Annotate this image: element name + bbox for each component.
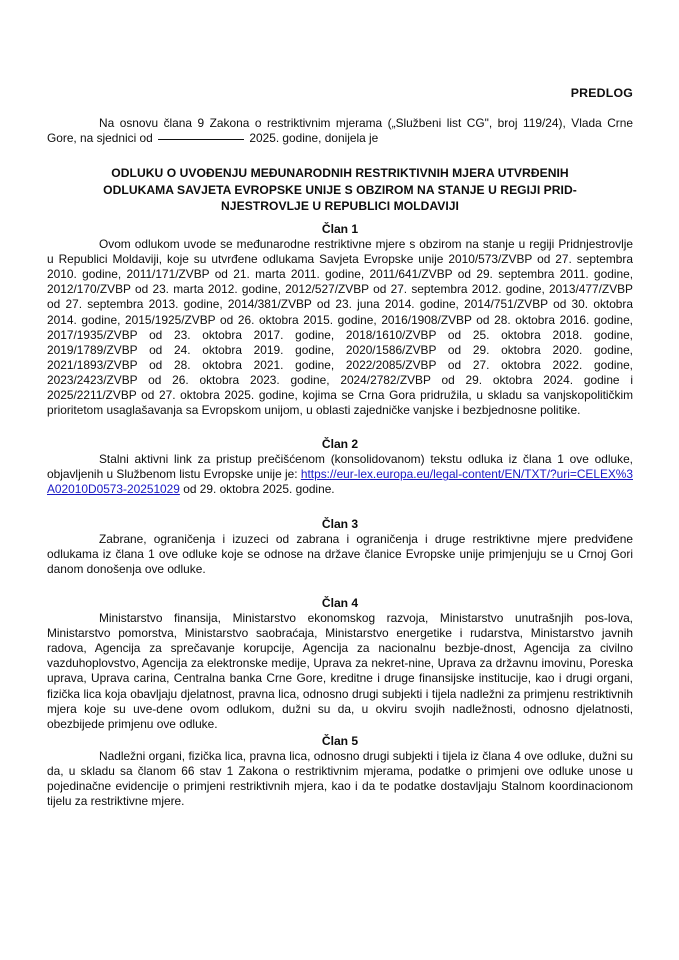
article-2-text-before-link: Stalni aktivni link za pristup prečišćenom (konsolidovanom) tekstu odluka iz člana 1 ove odluke, objavljenih u Službenom listu Evropske unije je: <box>47 452 633 482</box>
article-heading-1: Član 1 <box>321 221 359 236</box>
preamble-paragraph <box>47 116 633 146</box>
article-heading-3: Član 3 <box>321 516 359 531</box>
spacer <box>47 498 633 517</box>
decision-title-line-1: ODLUKU O UVOĐENJU MEĐUNARODNIH RESTRIKTIVNIH MJERA UTVRĐENIH <box>111 166 569 181</box>
article-body-3: Zabrane, ograničenja i izuzeci od zabrana i ograničenja i druge restriktivne mjere predviđene odlukama iz člana 1 ove odluke koje se odnose na države članice Evropske unije primjenjuju se u Crnoj Gori danom donošenja ove odluke. <box>47 531 633 576</box>
spacer <box>47 215 633 222</box>
article-heading-5: Član 5 <box>321 733 359 748</box>
date-blank-field[interactable] <box>158 139 244 140</box>
spacer <box>47 418 633 437</box>
article-body-4: Ministarstvo finansija, Ministarstvo ekonomskog razvoja, Ministarstvo unutrašnjih pos-lova, Ministarstvo pomorstva, Ministarstvo saobraćaja, Ministarstvo energetike i rudarstva, Ministarstvo javnih radova, Agencija za sprečavanje korupcije, Agencija za nacionalnu bezbje-dnost, Agencija za civilno vazduhoplovstvo, Agencija za elektronske medije, Uprava za nekret-nine, Uprava za državnu imovinu, Poreska uprava, Uprava carina, Centralna banka Crne Gore, kreditne i druge finansijske institucije, kao i drugi organi, fizička lica koja obavljaju djelatnost, pravna lica, odnosno drugi subjekti i tijela nadležni za primjenu restriktivnih mjera koje su uve-dene ovom odlukom, dužni su da, u okviru svojih nadležnosti, odnosno djelatnosti, obezbijede primjenu ove odluke. <box>47 611 633 731</box>
article-heading-2: Član 2 <box>321 437 359 452</box>
eur-lex-link[interactable]: https://eur-lex.europa.eu/legal-content/EN/TXT/?uri=CELEX%3A02010D0573-20251029 <box>47 467 633 497</box>
article-body-5: Nadležni organi, fizička lica, pravna lica, odnosno drugi subjekti i tijela iz člana 4 ove odluke, dužni su da, u skladu sa članom 66 stav 1 Zakona o restriktivnim mjerama, podatke o primjeni ove odluke unose u pojedinačne evidencije o primjeni restriktivnih mjera, kao i da te podatke dostavljaju Stalnom koordinacionom tijelu za restriktivne mjere. <box>47 748 633 809</box>
spacer <box>47 577 633 596</box>
article-2-text-after-link: od 29. oktobra 2025. godine. <box>179 482 335 497</box>
article-heading-4: Član 4 <box>321 595 359 610</box>
article-body-1: Ovom odlukom uvode se međunarodne restriktivne mjere s obzirom na stanje u regiji Pridnjestrovlje u Republici Moldaviji, koje su utvrđene odlukama Savjeta Evropske unije 2010/573/ZVBP od 27. septembra 2010. godine, 2011/171/ZVBP od 21. marta 2011. godine, 2011/641/ZVBP od 29. septembra 2011. godine, 2012/170/ZVBP od 23. marta 2012. godine, 2012/527/ZVBP od 27. septembra 2012. godine, 2013/477/ZVBP od 27. septembra 2013. godine, 2014/381/ZVBP od 23. juna 2014. godine, 2014/751/ZVBP od 30. oktobra 2014. godine, 2015/1925/ZVBP od 26. oktobra 2015. godine, 2016/1908/ZVBP od 28. oktobra 2016. godine, 2017/1935/ZVBP od 23. oktobra 2017. godine, 2018/1610/ZVBP od 25. oktobra 2018. godine, 2019/1789/ZVBP od 24. oktobra 2019. godine, 2020/1586/ZVBP od 29. oktobra 2020. godine, 2021/1893/ZVBP od 28. oktobra 2021. godine, 2022/2085/ZVBP od 27. oktobra 2022. godine, 2023/2423/ZVBP od 26. oktobra 2023. godine, 2024/2782/ZVBP od 29. oktobra 2024. godine i 2025/2211/ZVBP od 27. oktobra 2025. godine, kojima se Crna Gora pridružila, u skladu sa vanjskopolitičkim prioritetom usaglašavanja sa Evropskom unijom, u oblasti zajedničke vanjske i bezbjednosne politike. <box>47 237 633 418</box>
decision-title-line-3: NJESTROVLJE U REPUBLICI MOLDAVIJI <box>221 199 459 214</box>
preamble-text-before-blank: Na osnovu člana 9 Zakona o restriktivnim mjerama („Službeni list CG", broj 119/24), Vlada Crne Gore, na sjednici od <box>47 116 633 146</box>
document-label: PREDLOG <box>570 86 633 100</box>
article-body-2 <box>47 452 633 497</box>
decision-title-line-2: ODLUKAMA SAVJETA EVROPSKE UNIJE S OBZIROM NA STANJE U REGIJI PRID- <box>103 182 577 197</box>
decision-title <box>53 165 627 215</box>
preamble-text-after-blank: 2025. godine, donijela je <box>246 131 379 146</box>
